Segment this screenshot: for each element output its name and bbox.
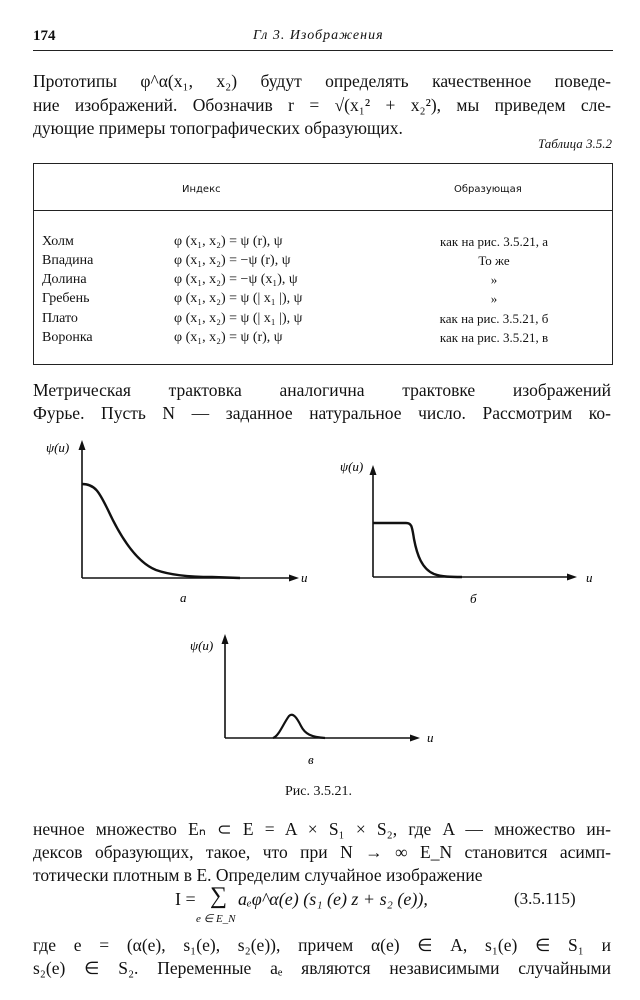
panel-c-label: в [308, 752, 314, 767]
panel-c-y-arrow [222, 634, 229, 644]
panel-b-plateau-curve [373, 523, 462, 577]
column-header-index: Индекс [182, 184, 221, 195]
body-line-3: тотически плотным в E. Определим случайное изображение [33, 865, 483, 885]
column-header-generator: Образующая [454, 184, 522, 195]
figure-panel-b [330, 455, 620, 615]
topographic-table [33, 163, 613, 365]
table-row [34, 330, 612, 349]
metric-line-1: Метрическая трактовка аналогична трактовке изображений [33, 380, 611, 400]
running-title: Гл 3. Изображения [253, 28, 384, 43]
table-row [34, 291, 612, 310]
table-row [34, 311, 612, 330]
row-generator: как на рис. 3.5.21, а [440, 234, 548, 249]
panel-a-hill-curve [82, 484, 240, 578]
equation-lhs: I = [175, 889, 196, 909]
table-row [34, 234, 612, 253]
panel-c-ylabel: ψ(u) [190, 638, 214, 653]
panel-a-label: а [180, 590, 187, 605]
row-name: Воронка [42, 330, 93, 345]
figure-caption: Рис. 3.5.21. [285, 784, 352, 799]
page-header [33, 28, 613, 51]
panel-b-ylabel: ψ(u) [340, 459, 364, 474]
panel-a-ylabel: ψ(u) [46, 440, 70, 455]
equation-sum-subscript: e ∈ E_N [196, 913, 236, 925]
panel-c-xlabel: u [427, 730, 434, 745]
row-generator: как на рис. 3.5.21, в [439, 330, 549, 345]
row-index: φ (x₁, x₂) = ψ (r), ψ [174, 330, 283, 345]
page-number: 174 [33, 28, 56, 44]
row-index: φ (x₁, x₂) = ψ (| x₁ |), ψ [174, 291, 303, 306]
row-generator: То же [478, 253, 510, 268]
row-name: Впадина [42, 253, 94, 268]
tail-line-1: где e = (α(e), s₁(e), s₂(e)), причем α(e) ∈ A, s₁(e) ∈ S₁ и [33, 935, 611, 955]
panel-c-x-arrow [410, 735, 420, 742]
equation-rhs: aₑφ^α(e) (s₁ (e) z + s₂ (e)), [238, 889, 428, 909]
row-name: Плато [42, 311, 78, 326]
panel-b-y-arrow [370, 465, 377, 475]
panel-a-xlabel: u [301, 570, 308, 585]
row-generator: » [490, 291, 498, 306]
panel-b-label: б [470, 591, 477, 606]
equation-number: (3.5.115) [514, 889, 576, 908]
tail-line-2: s₂(e) ∈ S₂. Переменные aₑ являются независимыми случайными [33, 958, 611, 978]
intro-line-3: дующие примеры топографических образующих. [33, 118, 403, 138]
row-name: Гребень [42, 291, 90, 306]
row-index: φ (x₁, x₂) = −ψ (x₁), ψ [174, 272, 298, 287]
panel-c-bump-curve [273, 715, 325, 738]
row-generator: » [490, 272, 498, 287]
metric-line-2: Фурье. Пусть N — заданное натуральное число. Рассмотрим ко- [33, 403, 611, 423]
table-row [34, 272, 612, 291]
panel-b-xlabel: u [586, 570, 593, 585]
panel-a-y-arrow [79, 440, 86, 450]
header-divider [34, 210, 612, 211]
row-generator: как на рис. 3.5.21, б [439, 311, 549, 326]
body-line-2: дексов образующих, такое, что при N → ∞ E_N становится асимп- [33, 842, 611, 862]
panel-a-x-arrow [289, 575, 299, 582]
intro-line-2: ние изображений. Обозначив r = √(x₁² + x₂²), мы приведем сле- [33, 95, 611, 115]
body-line-1: нечное множество Eₙ ⊂ E = A × S₁ × S₂, где A — множество ин- [33, 819, 611, 839]
table-row [34, 253, 612, 272]
row-index: φ (x₁, x₂) = ψ (| x₁ |), ψ [174, 311, 303, 326]
figure-panel-a [40, 432, 310, 612]
row-index: φ (x₁, x₂) = ψ (r), ψ [174, 234, 283, 249]
row-name: Холм [42, 234, 74, 249]
table-caption: Таблица 3.5.2 [537, 136, 612, 151]
row-name: Долина [42, 272, 87, 287]
panel-b-x-arrow [567, 574, 577, 581]
figure-panel-c [185, 628, 455, 773]
row-index: φ (x₁, x₂) = −ψ (r), ψ [174, 253, 291, 268]
intro-line-1: Прототипы φ^α(x₁, x₂) будут определять качественное поведе- [33, 71, 611, 91]
equation-sum: ∑ [210, 883, 228, 909]
